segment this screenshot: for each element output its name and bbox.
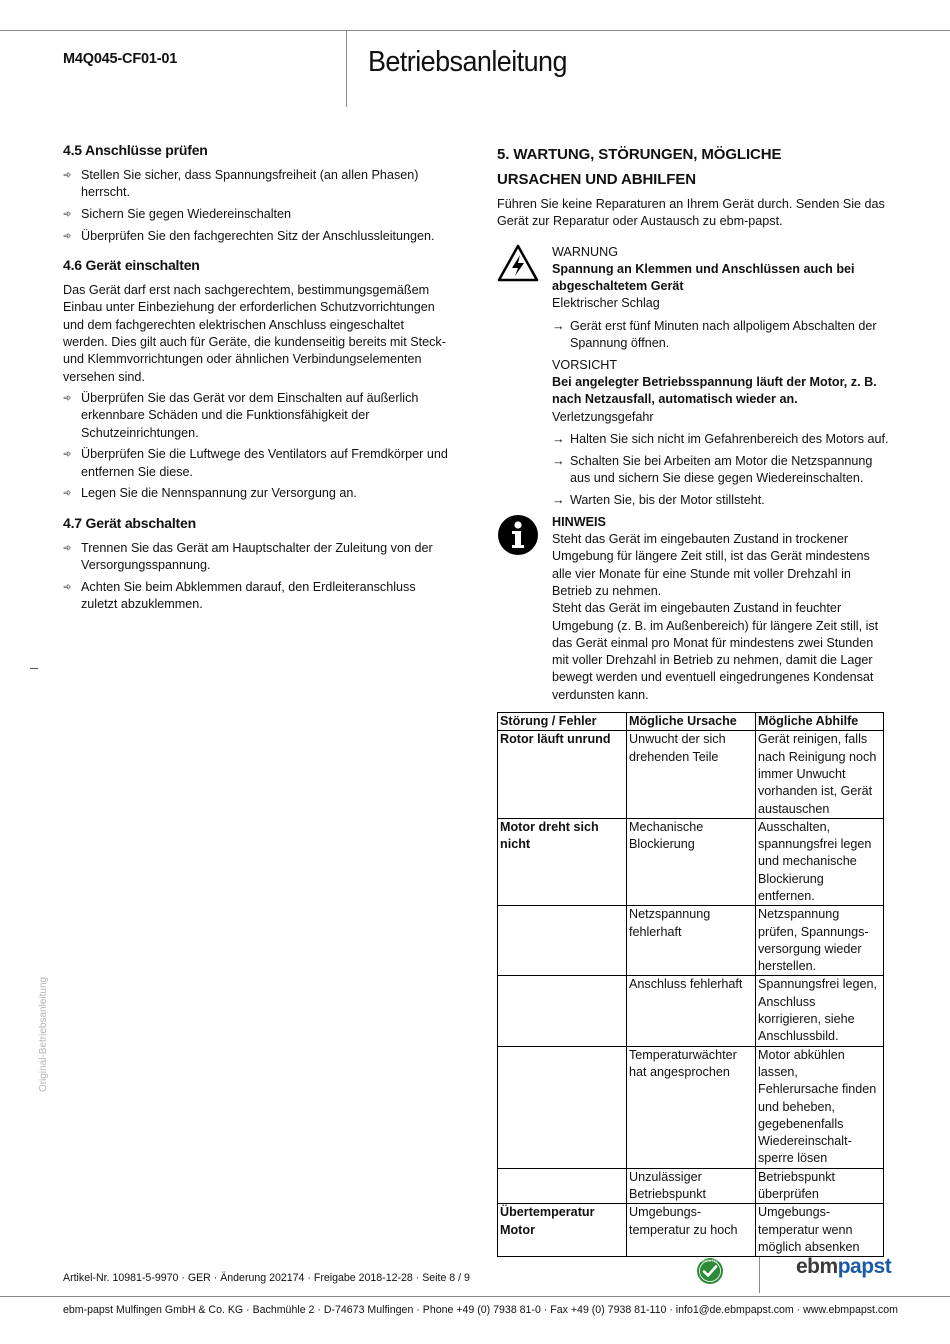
list-item: ➾ Sichern Sie gegen Wiedereinschalten [63,206,448,223]
section-4-5-list [63,167,448,245]
arrow-bullet-icon: ➾ [63,488,72,500]
arrow-bullet-icon: ➾ [63,392,72,404]
green-tech-badge-icon [696,1257,724,1288]
remedy-cell: Gerät reinigen, falls nach Reinigung noch immer Unwucht vorhanden ist, Gerät austauschen [756,731,884,818]
warning-heading: Spannung an Klemmen und Anschlüssen auch bei abgeschaltetem Gerät [552,261,855,294]
right-column [497,142,889,1257]
remedy-cell: Spannungsfrei legen, Anschluss korrigieren, siehe Anschlussbild. [756,976,884,1046]
table-header-row [498,713,884,731]
footer-article-info: Artikel-Nr. 10981-5-9970 · GER · Änderung 202174 · Freigabe 2018-12-28 · Seite 8 / 9 [63,1272,470,1284]
table-row [498,731,884,818]
info-icon [497,514,539,559]
fault-cell: Übertemperatur Motor [498,1204,627,1257]
arrow-right-icon: → [552,432,565,447]
section-4-6-list [63,390,448,503]
ebmpapst-logo: ebmpapst [796,1255,892,1278]
footer-company-info: ebm-papst Mulfingen GmbH & Co. KG · Bachmühle 2 · D-74673 Mulfingen · Phone +49 (0) 7938 81-0 · Fax +49 (0) 7938 81-110 · info1@de.ebmpapst.com · www.ebmpapst.com [63,1304,898,1316]
remedy-cell: Netzspannung prüfen, Spannungs-versorgung wieder herstellen. [756,906,884,976]
warning-subtitle: Elektrischer Schlag [552,296,660,311]
fault-cell: Motor dreht sich nicht [498,818,627,905]
caution-notice [497,357,889,509]
arrow-bullet-icon: ➾ [63,209,72,221]
table-row [498,818,884,905]
arrow-bullet-icon: ➾ [63,581,72,593]
cause-cell: Temperaturwächter hat angesprochen [627,1046,756,1168]
cause-cell: Netzspannung fehlerhaft [627,906,756,976]
info-notice [497,514,889,704]
section-title-4-5: 4.5 Anschlüsse prüfen [63,142,208,158]
fault-cell [498,1168,627,1204]
section-4-7-list [63,540,448,614]
warning-steps [552,318,889,353]
document-title: Betriebsanleitung [368,46,567,78]
list-item: ➾ Überprüfen Sie den fachgerechten Sitz der Anschlussleitungen. [63,228,448,245]
remedy-cell: Ausschalten, spannungsfrei legen und mechanische Blockierung entfernen. [756,818,884,905]
table-row [498,906,884,976]
green-tech-badge-text: GREEN TECH [699,1259,721,1263]
model-code: M4Q045-CF01-01 [63,51,178,67]
section-title-4-7: 4.7 Gerät abschalten [63,514,196,531]
table-header-cause: Mögliche Ursache [627,713,756,731]
table-header-remedy: Mögliche Abhilfe [756,713,884,731]
list-item: → Schalten Sie bei Arbeiten am Motor die Netzspannung aus und sichern Sie diese gegen Wiedereinschalten. [552,453,873,486]
margin-tick-mark [30,668,38,669]
cause-cell: Umgebungs-temperatur zu hoch [627,1204,756,1257]
table-row [498,1204,884,1257]
cause-cell: Unwucht der sich drehenden Teile [627,731,756,818]
electric-hazard-icon [497,244,539,285]
warning-label: WARNUNG [552,244,618,259]
table-row [498,1046,884,1168]
list-item: ➾ Legen Sie die Nennspannung zur Versorgung an. [63,485,448,502]
remedy-cell: Umgebungs-temperatur wenn möglich absenken [756,1204,884,1257]
table-row [498,976,884,1046]
header-top-rule [0,30,950,31]
header-divider [346,30,347,107]
cause-cell: Mechanische Blockierung [627,818,756,905]
section-title-4-6: 4.6 Gerät einschalten [63,257,200,274]
chapter-title-line-1: 5. WARTUNG, STÖRUNGEN, MÖGLICHE [497,146,782,163]
caution-heading: Bei angelegter Betriebsspannung läuft der Motor, z. B. nach Netzausfall, automatisch wieder an. [552,375,877,407]
list-item: ➾ Achten Sie beim Abklemmen darauf, den Erdleiteranschluss zuletzt abzuklemmen. [63,579,416,612]
arrow-right-icon: → [552,492,565,507]
fault-table [497,712,884,1257]
list-item: → Halten Sie sich nicht im Gefahrenbereich des Motors auf. [552,431,889,448]
chapter-intro: Führen Sie keine Reparaturen an Ihrem Gerät durch. Senden Sie das Gerät zur Reparatur oder Austausch zu ebm-papst. [497,197,885,229]
fault-cell: Rotor läuft unrund [498,731,627,818]
arrow-bullet-icon: ➾ [63,170,72,181]
fault-cell [498,1046,627,1168]
footer-divider [759,1257,760,1293]
fault-cell [498,976,627,1046]
remedy-cell: Betriebspunkt überprüfen [756,1168,884,1204]
chapter-title-line-2: URSACHEN UND ABHILFEN [497,171,697,188]
list-item: ➾ Stellen Sie sicher, dass Spannungsfreiheit (an allen Phasen) herrscht. [63,168,419,200]
cause-cell: Unzulässiger Betriebspunkt [627,1168,756,1204]
caution-steps [552,431,889,509]
fault-cell [498,906,627,976]
arrow-bullet-icon: ➾ [63,449,72,461]
left-column [63,142,448,618]
caution-label: VORSICHT [552,357,618,372]
side-label: Original-Betriebsanleitung [38,976,49,1092]
info-label: HINWEIS [552,514,606,529]
arrow-right-icon: → [552,318,565,333]
info-paragraph-2: Steht das Gerät im eingebauten Zustand in feuchter Umgebung (z. B. im Außenbereich) für längere Zeit still, ist das Gerät einmal pro Monat für mindestens zwei Stunden mit voller Drehzahl in Betrieb zu nehmen, damit die Lager bewegt werden und eventuell eingedrungenes Kondensat verdunsten kann. [552,601,879,702]
caution-subtitle: Verletzungsgefahr [552,409,654,424]
table-header-fault: Störung / Fehler [498,713,627,731]
list-item: ➾ Trennen Sie das Gerät am Hauptschalter der Zuleitung von der Versorgungsspannung. [63,540,433,573]
warning-notice [497,244,889,353]
section-4-6-paragraph: Das Gerät darf erst nach sachgerechtem, bestimmungsgemäßem Einbau unter Einbeziehung der erforderlichen Schutzvorrichtungen und dem fachgerechten elektrischen Anschluss eingeschaltet werden. Dies gilt auch für Geräte, die kundenseitig bereits mit Steck- und Klemmvorrichtungen oder ähnlichen Verbindungselementen versehen sind. [63,283,446,384]
arrow-right-icon: → [552,453,565,468]
list-item: ➾ Überprüfen Sie die Luftwege des Ventilators auf Fremdkörper und entfernen Sie diese. [63,447,448,479]
table-row [498,1168,884,1204]
remedy-cell: Motor abkühlen lassen, Fehlerursache finden und beheben, gegebenenfalls Wiedereinschalt-sperre lösen [756,1046,884,1168]
arrow-bullet-icon: ➾ [63,230,72,242]
list-item: ➾ Überprüfen Sie das Gerät vor dem Einschalten auf äußerlich erkennbare Schäden und die Funktionsfähigkeit der Schutzeinrichtungen. [63,390,419,440]
cause-cell: Anschluss fehlerhaft [627,976,756,1046]
list-item: → Gerät erst fünf Minuten nach allpoligem Abschalten der Spannung öffnen. [552,318,877,351]
info-paragraph-1: Steht das Gerät im eingebauten Zustand in trockener Umgebung für längere Zeit still, ist das Gerät mindestens alle vier Monate für eine Stunde mit voller Drehzahl in Betrieb zu nehmen. [552,532,870,598]
arrow-bullet-icon: ➾ [63,542,72,554]
footer-bottom-rule [0,1296,950,1297]
list-item: → Warten Sie, bis der Motor stillsteht. [552,492,889,509]
